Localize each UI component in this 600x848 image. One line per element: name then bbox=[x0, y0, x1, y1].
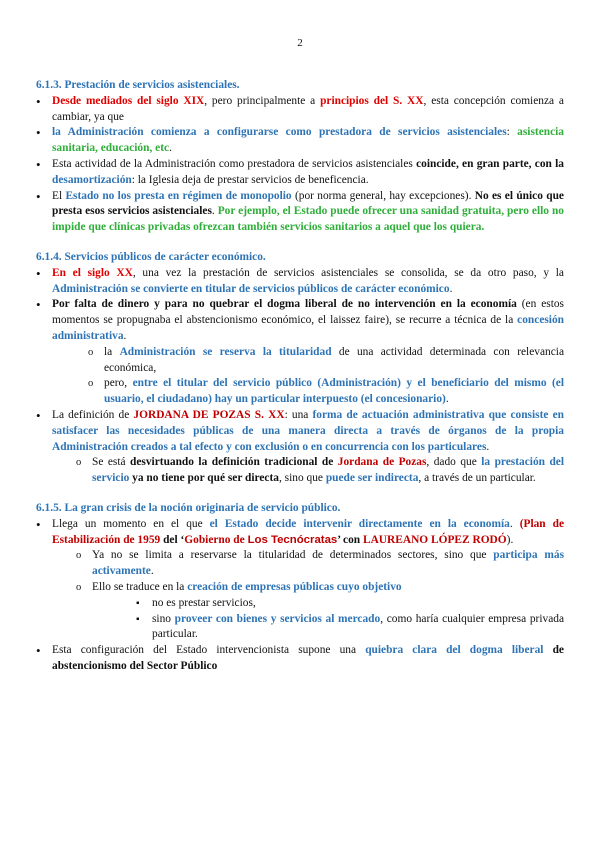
section-heading: 6.1.4. Servicios públicos de carácter económico. bbox=[36, 250, 266, 263]
section-heading: 6.1.5. La gran crisis de la noción originaria de servicio público. bbox=[36, 501, 341, 514]
list-item: • En el siglo XX, una vez la prestación de servicios asistenciales se consolida, se da otro paso, y la Administración se convierte en titular de servicios públicos de carácter económico. bbox=[36, 266, 564, 298]
list-item: • Desde mediados del siglo XIX, pero principalmente a principios del S. XX, esta concepción comienza a cambiar, ya que bbox=[36, 94, 564, 126]
section-6-1-3 bbox=[36, 78, 564, 236]
sub-list-item: o Ya no se limita a reservarse la titularidad de determinados sectores, sino que participa más activamente. bbox=[52, 548, 564, 580]
list-item: • El Estado no los presta en régimen de monopolio (por norma general, hay excepciones). No es el único que presta esos servicios asistenciales. Por ejemplo, el Estado puede ofrecer una sanidad gratuita, pero ello no impide que clínicas privadas ofrezcan también servicios sanitarios a aquel que los quiera. bbox=[36, 189, 564, 236]
section-heading: 6.1.3. Prestación de servicios asistenciales. bbox=[36, 79, 240, 91]
sub-list-item: o la Administración se reserva la titularidad de una actividad determinada con relevancia económica, bbox=[52, 345, 564, 377]
document-body bbox=[36, 78, 564, 689]
list-item: • La definición de JORDANA DE POZAS S. XX: una forma de actuación administrativa que consiste en satisfacer las necesidades públicas de una manera directa a través de órganos de la propia Administración creados a tal efecto y con exclusión o en concurrencia con los particulares. o Se está desvirtuando la definición tradicional de Jordana de Pozas, dado que la prestación del servicio ya no tiene por qué ser directa, sino que puede ser indirecta, a través de un particular. bbox=[36, 408, 564, 487]
section-6-1-4 bbox=[36, 250, 564, 487]
sub-list-item: o Ello se traduce en la creación de empresas públicas cuyo objetivo ▪ no es prestar servicios, ▪ sino proveer con bienes y servicios al mercado, como haría cualquier empresa privada particular. bbox=[52, 580, 564, 643]
list-item: • Llega un momento en el que el Estado decide intervenir directamente en la economía. (Plan de Estabilización de 1959 del ‘Gobierno de Los Tecnócratas’ con LAUREANO LÓPEZ RODÓ). o Ya no se limita a reservarse la titularidad de determinados sectores, sino que participa más activamente. o Ello se traduce en la creación de empresas públicas cuyo objetivo ▪ no es prestar servicios, ▪ sino proveer con bienes y servicios al mercado, como haría cualquier empresa privada particular. bbox=[36, 517, 564, 643]
section-6-1-5 bbox=[36, 501, 564, 675]
list-item: • Esta actividad de la Administración como prestadora de servicios asistenciales coincide, en gran parte, con la desamortización: la Iglesia deja de prestar servicios de beneficencia. bbox=[36, 157, 564, 189]
sub-list-item: o pero, entre el titular del servicio público (Administración) y el beneficiario del mismo (el usuario, el ciudadano) hay un particular interpuesto (el concesionario). bbox=[52, 376, 564, 408]
sub-list-item: o Se está desvirtuando la definición tradicional de Jordana de Pozas, dado que la prestación del servicio ya no tiene por qué ser directa, sino que puede ser indirecta, a través de un particular. bbox=[52, 455, 564, 487]
list-item: • la Administración comienza a configurarse como prestadora de servicios asistenciales: asistencia sanitaria, educación, etc. bbox=[36, 125, 564, 157]
nested-list-item: ▪ sino proveer con bienes y servicios al mercado, como haría cualquier empresa privada particular. bbox=[92, 612, 564, 644]
page-number: 2 bbox=[297, 37, 303, 49]
list-item: • Esta configuración del Estado intervencionista supone una quiebra clara del dogma liberal de abstencionismo del Sector Público bbox=[36, 643, 564, 675]
nested-list-item: ▪ no es prestar servicios, bbox=[92, 596, 564, 612]
list-item: • Por falta de dinero y para no quebrar el dogma liberal de no intervención en la economía (en estos momentos se propugnaba el abstencionismo económico, el laissez faire), se recurre a técnica de la concesión administrativa. o la Administración se reserva la titularidad de una actividad determinada con relevancia económica, o pero, entre el titular del servicio público (Administración) y el beneficiario del mismo (el usuario, el ciudadano) hay un particular interpuesto (el concesionario). bbox=[36, 297, 564, 408]
